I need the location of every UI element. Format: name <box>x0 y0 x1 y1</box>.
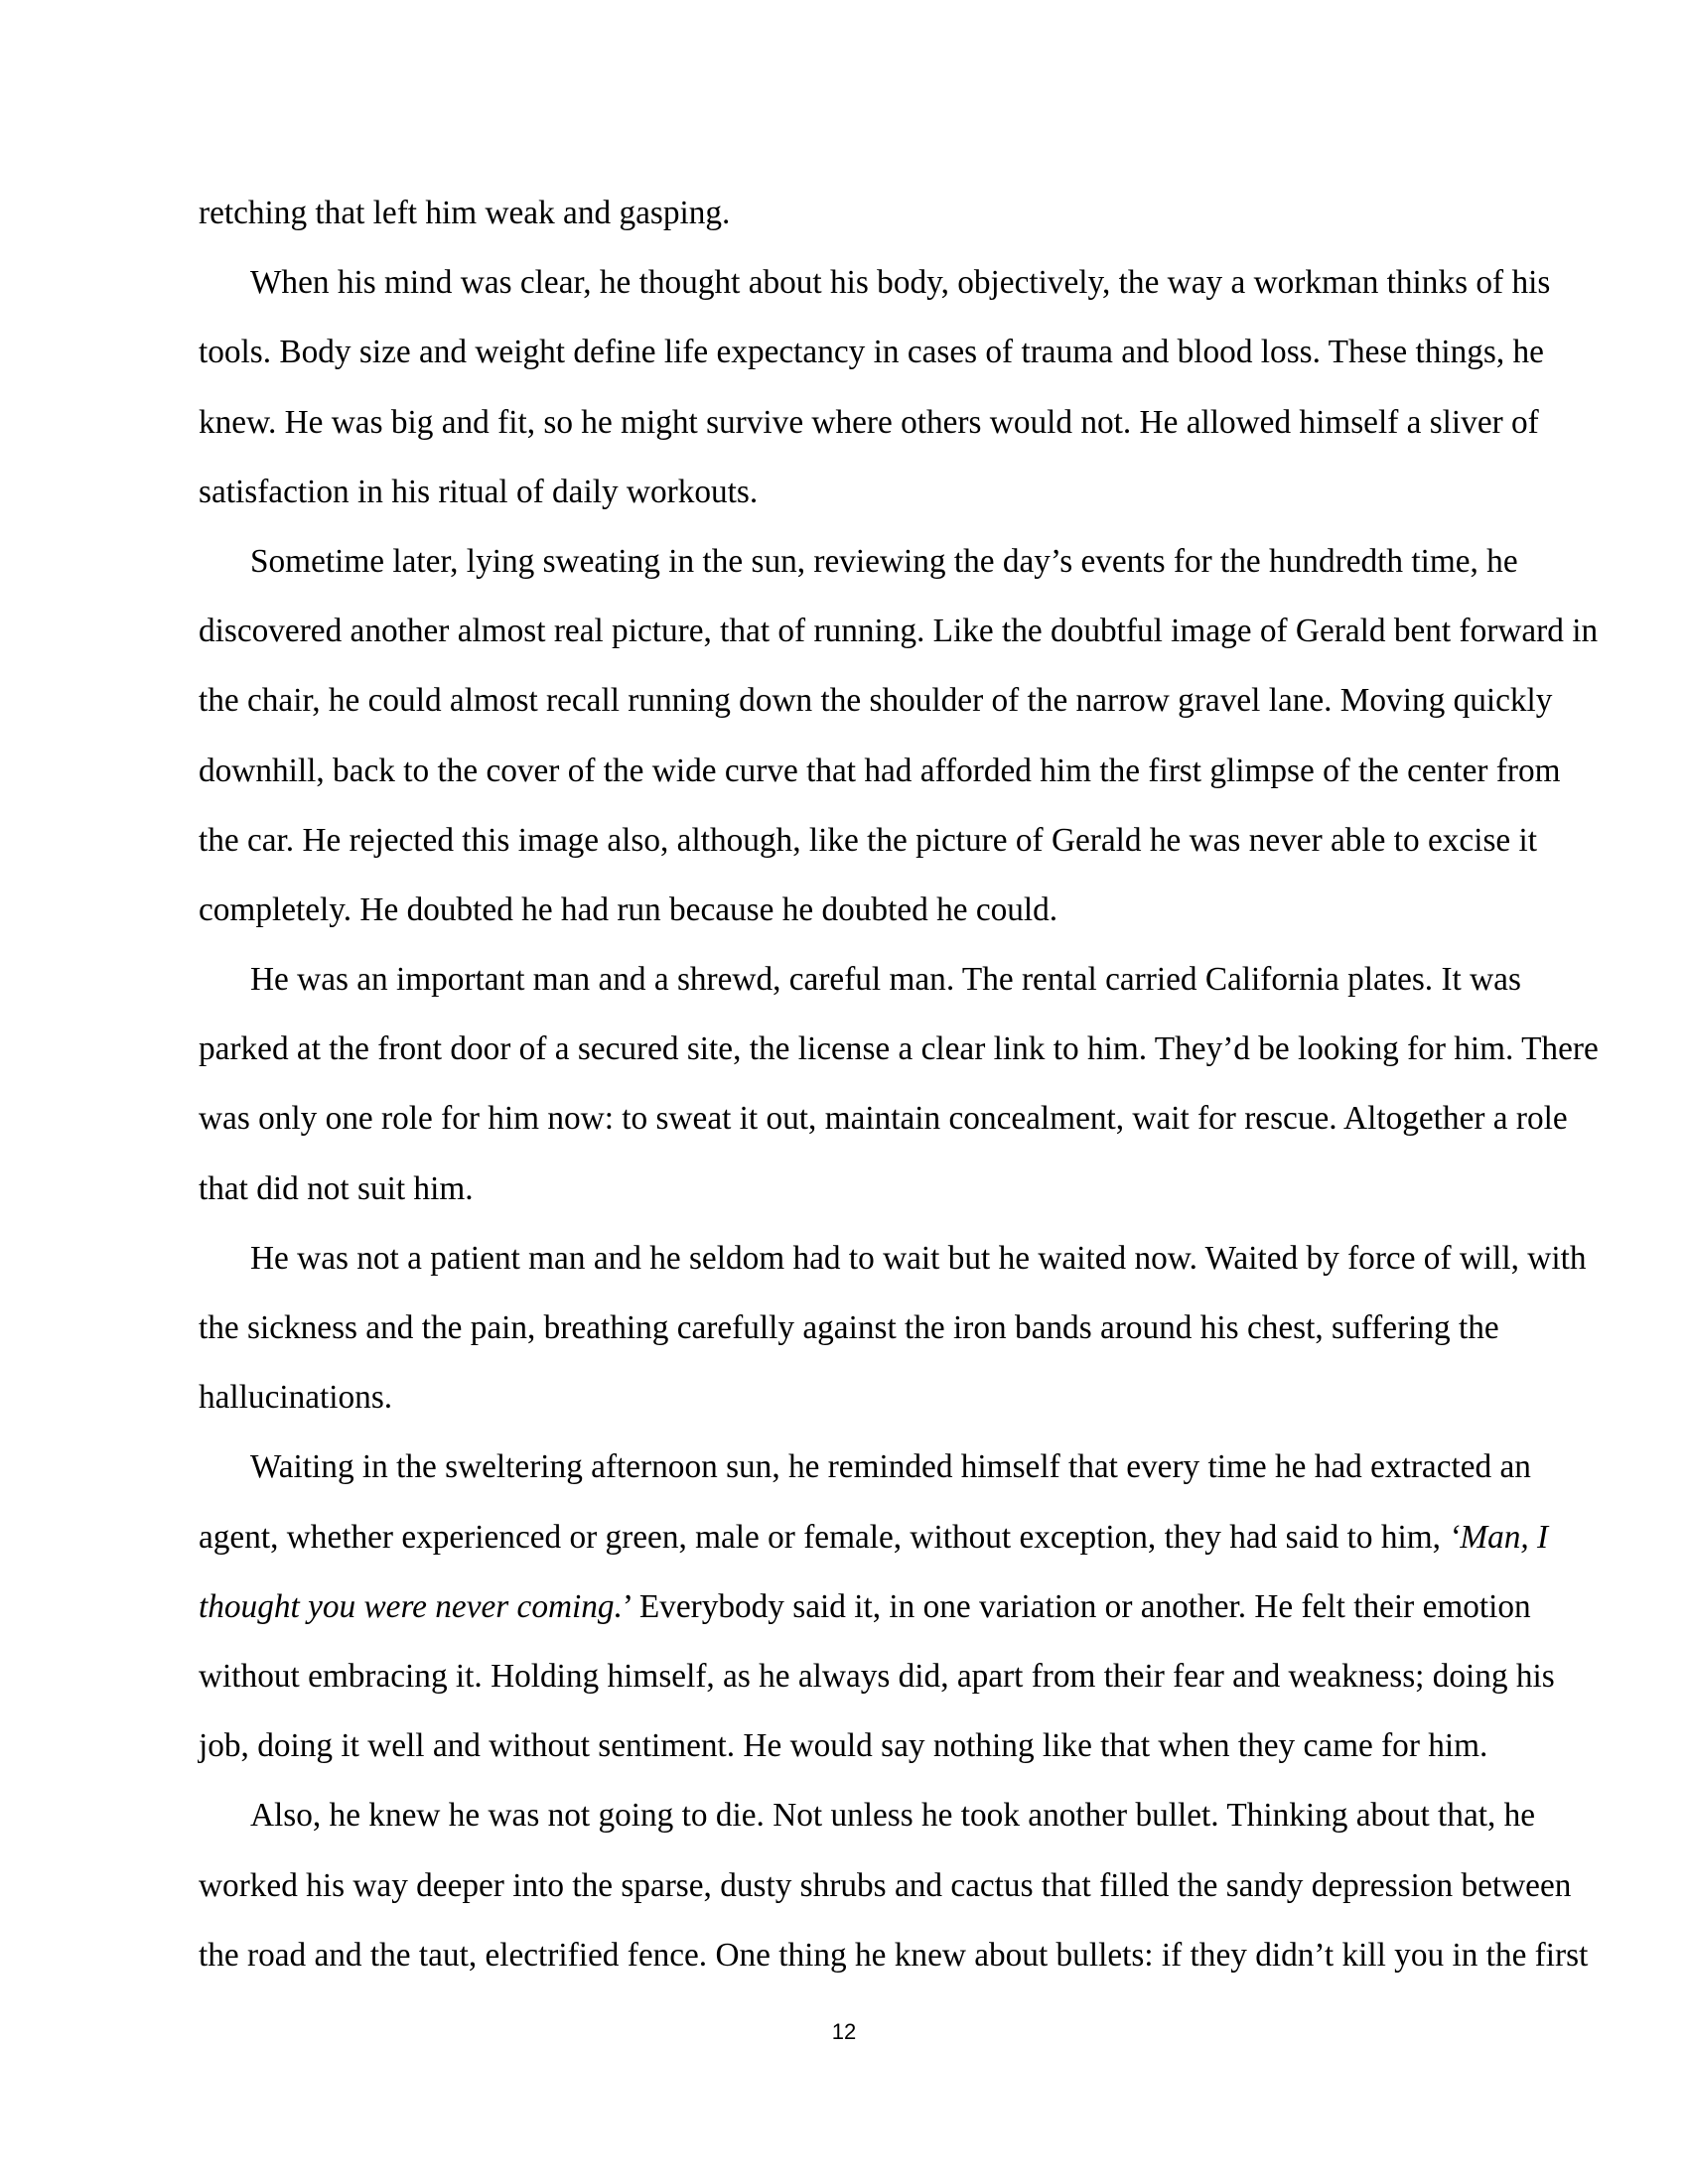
text-line: was only one role for him now: to sweat it out, maintain concealment, wait for rescue. Altogether a role <box>199 1100 1568 1138</box>
text-line-with-quote-start <box>199 1503 1549 1572</box>
text-line: hallucinations. <box>199 1379 393 1417</box>
text-line-with-quote-end <box>199 1572 1531 1642</box>
text-line: retching that left him weak and gasping. <box>199 195 731 231</box>
page-number: 12 <box>831 2019 857 2044</box>
text-line: completely. He doubted he had run because he doubted he could. <box>199 890 1058 928</box>
text-line: tools. Body size and weight define life expectancy in cases of trauma and blood loss. These things, he <box>199 334 1544 371</box>
italic-quote: thought you were never coming. <box>199 1587 623 1625</box>
text-line: satisfaction in his ritual of daily workouts. <box>199 473 759 510</box>
text-line: discovered another almost real picture, that of running. Like the doubtful image of Gerald bent forward in <box>199 613 1599 650</box>
paragraph-start-line: Waiting in the sweltering afternoon sun, he reminded himself that every time he had extracted an <box>250 1448 1531 1486</box>
italic-quote: ‘Man, I <box>1449 1518 1549 1556</box>
text-line: downhill, back to the cover of the wide curve that had afforded him the first glimpse of the center from <box>199 751 1561 789</box>
paragraph-start-line: When his mind was clear, he thought about his body, objectively, the way a workman thinks of his <box>250 264 1551 302</box>
paragraph-start-line: He was an important man and a shrewd, careful man. The rental carried California plates. It was <box>250 961 1521 999</box>
text-line: the road and the taut, electrified fence. One thing he knew about bullets: if they didn’t kill you in the first <box>199 1936 1589 1974</box>
text-line: knew. He was big and fit, so he might survive where others would not. He allowed himself a sliver of <box>199 403 1539 441</box>
text-line: the chair, he could almost recall running down the shoulder of the narrow gravel lane. Moving quickly <box>199 682 1553 720</box>
text-line: worked his way deeper into the sparse, dusty shrubs and cactus that filled the sandy depression between <box>199 1866 1572 1904</box>
text-segment: agent, whether experienced or green, male or female, without exception, they had said to him, <box>199 1518 1450 1556</box>
text-line: parked at the front door of a secured site, the license a clear link to him. They’d be looking for him. There <box>199 1030 1599 1068</box>
text-line: the sickness and the pain, breathing carefully against the iron bands around his chest, suffering the <box>199 1309 1499 1346</box>
body-text <box>199 179 1599 1990</box>
text-line: job, doing it well and without sentiment. He would say nothing like that when they came for him. <box>199 1727 1488 1765</box>
text-line: that did not suit him. <box>199 1169 474 1207</box>
text-line: without embracing it. Holding himself, as he always did, apart from their fear and weakness; doing his <box>199 1657 1555 1695</box>
text-segment: ’ Everybody said it, in one variation or another. He felt their emotion <box>622 1587 1531 1625</box>
paragraph-start-line: He was not a patient man and he seldom had to wait but he waited now. Waited by force of will, with <box>250 1239 1587 1277</box>
paragraph-start-line: Also, he knew he was not going to die. Not unless he took another bullet. Thinking about that, he <box>250 1797 1536 1835</box>
paragraph-start-line: Sometime later, lying sweating in the sun, reviewing the day’s events for the hundredth time, he <box>250 542 1518 580</box>
text-line: the car. He rejected this image also, although, like the picture of Gerald he was never able to excise it <box>199 821 1538 859</box>
